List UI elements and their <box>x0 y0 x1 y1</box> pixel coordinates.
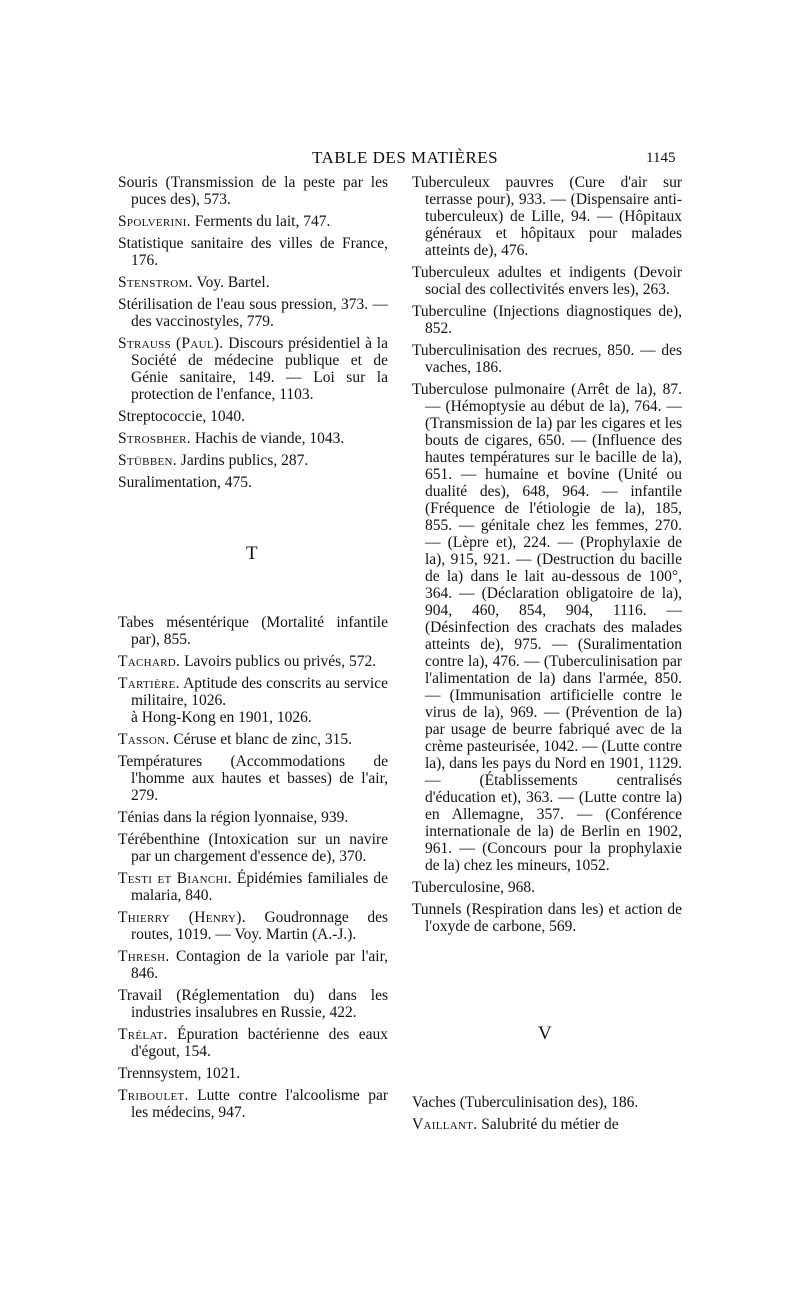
entry-text: Lavoirs publics ou privés, 572. <box>184 653 377 670</box>
index-entry <box>412 901 682 935</box>
entry-text: Travail (Réglementation du) dans les industries insalubres en Russie, 422. <box>118 987 388 1021</box>
index-entry <box>118 948 388 982</box>
entry-text: Trennsystem, 1021. <box>118 1065 241 1082</box>
page-number: 1145 <box>646 150 676 166</box>
entry-text: Contagion de la variole par l'air, 846. <box>131 948 388 982</box>
entry-text: Statistique sanitaire des villes de France, 176. <box>118 235 388 269</box>
author-name: Testi et Bianchi. <box>118 870 232 887</box>
index-entry <box>412 381 682 874</box>
index-entry <box>412 1116 682 1133</box>
index-entry <box>118 870 388 904</box>
index-entry <box>118 274 388 291</box>
index-entry <box>118 474 388 491</box>
entry-text: Suralimentation, 475. <box>118 474 252 491</box>
entry-text: Stérilisation de l'eau sous pression, 373. — des vaccinostyles, 779. <box>118 296 388 330</box>
entry-text: Tunnels (Respiration dans les) et action de l'oxyde de carbone, 569. <box>412 901 682 935</box>
entry-text: Tuberculosine, 968. <box>412 879 535 896</box>
index-entry <box>118 1065 388 1082</box>
entry-text: Tuberculose pulmonaire (Arrêt de la), 87. — (Hémoptysie au début de la), 764. — (Transmission de la) par les cigares et les bouts de cigares, 650. — (Influence des hautes températures sur le bacille de la), 651. — humaine et bovine (Unité ou dualité des), 648, 964. — infantile (Fréquence de l'étiologie de la), 185, 855. — génitale chez les femmes, 270. — (Lèpre et), 224. — (Prophylaxie de la), 915, 921. — (Destruction du bacille de la) dans le lait au-dessous de 100°, 364. — (Déclaration obligatoire de la), 904, 460, 854, 904, 1116. — (Désinfection des crachats des malades atteints de), 975. — (Suralimentation contre la), 476. — (Tuberculinisation par l'alimentation de la) dans l'armée, 850. — (Immunisation artificielle contre le virus de la), 969. — (Prévention de la) par usage de beurre fabriqué avec de la crème pasteurisée, 1042. — (Lutte contre la), dans les pays du Nord en 1901, 1129. — (Établissements centralisés d'éducation et), 363. — (Lutte contre la) en Allemagne, 357. — (Conférence internationale de la) de Berlin en 1902, 961. — (Concours pour la prophylaxie de la) chez les mineurs, 1052. <box>412 381 682 874</box>
author-name: Strauss (Paul). <box>118 335 224 352</box>
entry-text: Tuberculeux adultes et indigents (Devoir social des collectivités envers les), 263. <box>412 264 682 298</box>
index-entry <box>118 235 388 269</box>
author-name: Tasson. <box>118 731 170 748</box>
left-column <box>118 174 388 491</box>
author-name: Strosbher. <box>118 430 191 447</box>
entry-text: Voy. Bartel. <box>196 274 270 291</box>
index-entry <box>118 335 388 403</box>
index-entry <box>412 342 682 376</box>
entry-text: Ténias dans la région lyonnaise, 939. <box>118 809 349 826</box>
entry-text: Épidémies familiales de malaria, 840. <box>131 870 388 904</box>
index-entry <box>118 1087 388 1121</box>
entry-text: Vaches (Tuberculinisation des), 186. <box>412 1094 639 1111</box>
entry-text: Jardins publics, 287. <box>180 452 309 469</box>
author-name: Stenstrom. <box>118 274 193 291</box>
entry-text: Lutte contre l'alcoolisme par les médecins, 947. <box>131 1087 388 1121</box>
entry-text: Températures (Accommodations de l'homme aux hautes et basses) de l'air, 279. <box>118 753 388 804</box>
index-entry <box>412 174 682 259</box>
left-column-t <box>118 614 388 1121</box>
index-entry <box>118 430 388 447</box>
index-entry <box>118 731 388 748</box>
entry-subline: à Hong-Kong en 1901, 1026. <box>131 709 312 726</box>
entry-text: Épuration bactérienne des eaux d'égout, 154. <box>131 1026 389 1060</box>
section-letter-t: T <box>246 543 258 564</box>
entry-text: Térébenthine (Intoxication sur un navire par un chargement d'essence de), 370. <box>118 831 388 865</box>
index-entry <box>412 303 682 337</box>
index-entry <box>118 174 388 208</box>
page-header <box>0 148 800 172</box>
index-entry <box>412 1094 682 1111</box>
author-name: Thierry (Henry). <box>118 909 246 926</box>
index-entry <box>118 831 388 865</box>
index-entry <box>118 909 388 943</box>
index-entry <box>118 987 388 1021</box>
index-entry <box>118 408 388 425</box>
index-entry <box>118 296 388 330</box>
running-title: TABLE DES MATIÈRES <box>312 148 499 167</box>
author-name: Spolverini. <box>118 213 191 230</box>
entry-text: Tuberculine (Injections diagnostiques de), 852. <box>412 303 682 337</box>
author-name: Stübben. <box>118 452 177 469</box>
entry-text: Tabes mésentérique (Mortalité infantile par), 855. <box>118 614 388 648</box>
index-entry <box>412 264 682 298</box>
entry-text: Salubrité du métier de <box>481 1116 619 1133</box>
section-letter-v: V <box>538 1023 552 1044</box>
entry-text: Souris (Transmission de la peste par les puces des), 573. <box>118 174 388 208</box>
author-name: Vaillant. <box>412 1116 478 1133</box>
entry-text: Streptococcie, 1040. <box>118 408 245 425</box>
author-name: Tartière. <box>118 675 180 692</box>
right-column-v <box>412 1094 682 1133</box>
entry-text: Céruse et blanc de zinc, 315. <box>173 731 353 748</box>
index-entry <box>118 213 388 230</box>
index-entry <box>118 753 388 804</box>
author-name: Trélat. <box>118 1026 168 1043</box>
index-entry <box>118 452 388 469</box>
entry-text: Tuberculeux pauvres (Cure d'air sur terrasse pour), 933. — (Dispensaire anti-tuberculeux) de Lille, 94. — (Hôpitaux généraux et hôpitaux pour malades atteints de), 476. <box>412 174 682 259</box>
entry-text: Tuberculinisation des recrues, 850. — des vaches, 186. <box>412 342 682 376</box>
author-name: Tachard. <box>118 653 181 670</box>
author-name: Triboulet. <box>118 1087 189 1104</box>
index-entry <box>118 653 388 670</box>
index-entry <box>118 614 388 648</box>
entry-text: Discours présidentiel à la Société de médecine publique et de Génie sanitaire, 149. — Loi sur la protection de l'enfance, 1103. <box>131 335 388 403</box>
entry-text: Ferments du lait, 747. <box>194 213 331 230</box>
entry-text: Hachis de viande, 1043. <box>194 430 345 447</box>
right-column <box>412 174 682 935</box>
entry-text: Aptitude des conscrits au service militaire, 1026. <box>131 675 388 709</box>
entry-text: Goudronnage des routes, 1019. — Voy. Martin (A.-J.). <box>131 909 389 943</box>
index-entry <box>412 879 682 896</box>
index-entry <box>118 675 388 726</box>
author-name: Thresh. <box>118 948 170 965</box>
index-entry <box>118 1026 388 1060</box>
index-entry <box>118 809 388 826</box>
